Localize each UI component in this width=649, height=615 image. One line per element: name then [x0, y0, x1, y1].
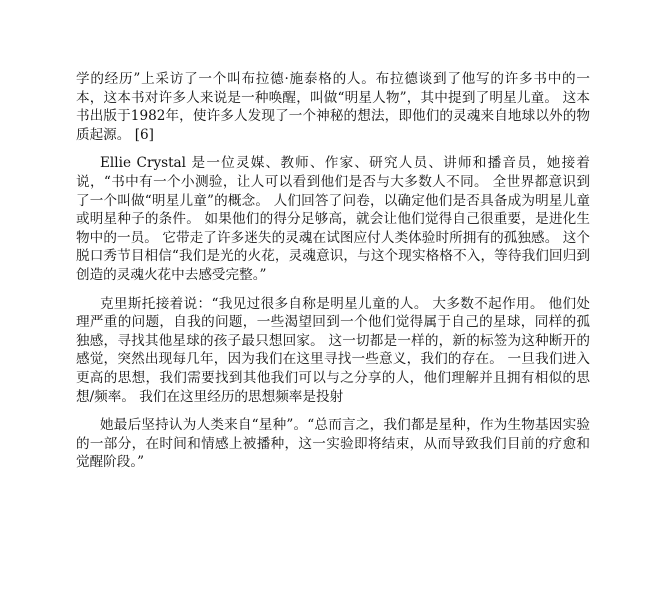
- citation-reference[interactable]: [6]: [130, 126, 154, 143]
- paragraph-4: 她最后坚持认为人类来自“星种”。“总而言之，我们都是星种，作为生物基因实验的一部分，在时间和情感上被播种，这一实验即将结束，从而导致我们目前的疗愈和觉醒阶段。”: [76, 417, 590, 471]
- paragraph-2: Ellie Crystal 是一位灵媒、教师、作家、研究人员、讲师和播音员，她接着说，“书中有一个小测验，让人可以看到他们是否与大多数人不同。 全世界都意识到了一个叫做“明星儿童”的概念。 人们回答了问卷，以确定他们是否具备成为明星儿童或明星种子的条件。 如果他们的得分足够高，就会让他们觉得自己很重要，是进化生物中的一员。 它带走了许多迷失的灵魂在试图应付人类体验时所拥有的孤独感。 这个脱口秀节目相信“我们是光的火花，灵魂意识，与这个现实格格不入，等待我们回归到创造的灵魂火花中去感受完整。”: [76, 155, 590, 283]
- paragraph-3: 克里斯托接着说：“我见过很多自称是明星儿童的人。 大多数不起作用。 他们处理严重的问题，自我的问题，一些渴望回到一个他们觉得属于自己的星球，同样的孤独感，寻找其他星球的孩子最只想回家。 这一切都是一样的，新的标签为这种断开的感觉，突然出现每几年，因为我们在这里寻找一些意义，我们的存在。 一旦我们进入更高的思想，我们需要找到其他我们可以与之分享的人，他们理解并且拥有相似的思想/频率。 我们在这里经历的思想频率是投射: [76, 295, 590, 405]
- paragraph-1: [76, 70, 590, 144]
- paragraph-1-text: 学的经历”上采访了一个叫布拉德·施泰格的人。布拉德谈到了他写的许多书中的一本，这本书对许多人来说是一种唤醒，叫做“明星人物”，其中提到了明星儿童。 这本书出版于1982年，使许多人发现了一个神秘的想法，即他们的灵魂来自地球以外的物质起源。: [76, 71, 590, 143]
- document-page: [76, 70, 590, 482]
